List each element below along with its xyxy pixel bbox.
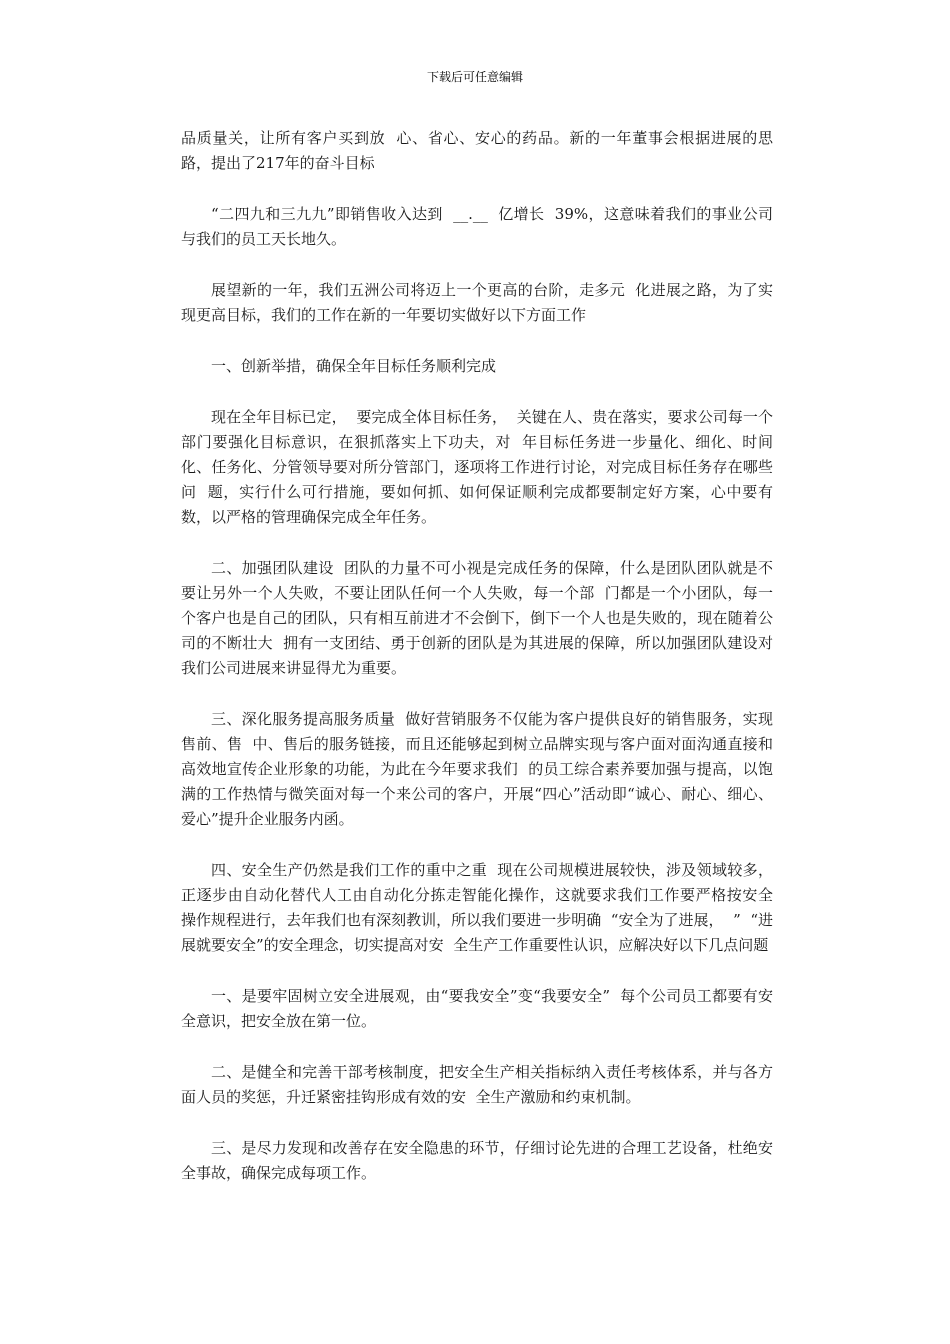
paragraph-service-quality: 三、深化服务提高服务质量 做好营销服务不仅能为客户提供良好的销售服务，实现售前、售 中、售后的服务链接，而且还能够起到树立品牌实现与客户面对面沟通直接和高效地宣传企业形象的功能，为此在今年要求我们 的员工综合素养要加强与提高，以饱满的工作热情与微笑面对每一个来公司的客户，开展“四心”活动即“诚心、耐心、细心、爱心”提升企业服务内函。 — [181, 710, 773, 828]
paragraph-safety-point-2: 二、是健全和完善干部考核制度，把安全生产相关指标纳入责任考核体系，并与各方面人员的奖惩，升迁紧密挂钩形成有效的安 全生产激励和约束机制。 — [181, 1063, 773, 1106]
paragraph-safety-production: 四、安全生产仍然是我们工作的重中之重 现在公司规模进展较快，涉及领域较多，正逐步由自动化替代人工由自动化分拣走智能化操作，这就要求我们工作要严格按安全 操作规程进行，去年我们也有深刻教训，所以我们要进一步明确 “安全为了进展， ” “进展就要安全”的安全理念，切实提高对安 全生产工作重要性认识，应解决好以下几点问题 — [181, 861, 783, 954]
paragraph-safety-point-3: 三、是尽力发现和改善存在安全隐患的环节，仔细讨论先进的合理工艺设备，杜绝安全事故，确保完成每项工作。 — [181, 1139, 773, 1182]
paragraph-goal-implementation: 现在全年目标已定， 要完成全体目标任务， 关键在人、贵在落实，要求公司每一个部门要强化目标意识，在狠抓落实上下功夫，对 年目标任务进一步量化、细化、时间化、任务化、分管领导要对所分管部门，逐项将工作进行讨论，对完成目标任务存在哪些问 题，实行什么可行措施，要如何抓、如何保证顺利完成都要制定好方案，心中要有数，以严格的管理确保完成全年任务。 — [181, 408, 773, 526]
paragraph-sales-target: “二四九和三九九”即销售收入达到 __.__ 亿增长 39%，这意味着我们的事业公司与我们的员工天长地久。 — [181, 205, 773, 248]
paragraph-safety-point-1: 一、是要牢固树立安全进展观，由“要我安全”变“我要安全” 每个公司员工都要有安全意识，把安全放在第一位。 — [181, 987, 773, 1030]
section-heading-innovation: 一、创新举措，确保全年目标任务顺利完成 — [211, 357, 497, 375]
page-header-watermark: 下载后可任意编辑 — [426, 70, 523, 84]
paragraph-outlook: 展望新的一年，我们五洲公司将迈上一个更高的台阶，走多元 化进展之路，为了实现更高目标，我们的工作在新的一年要切实做好以下方面工作 — [181, 281, 773, 324]
document-body — [181, 126, 783, 1212]
paragraph-team-building: 二、加强团队建设 团队的力量不可小视是完成任务的保障，什么是团队团队就是不要让另外一个人失败，不要让团队任何一个人失败，每一个部 门都是一个小团队，每一个客户也是自己的团队，只有相互前进才不会倒下，倒下一个人也是失败的，现在随着公司的不断壮大 拥有一支团结、勇于创新的团队是为其进展的保障，所以加强团队建设对我们公司进展来讲显得尤为重要。 — [181, 559, 773, 677]
paragraph-continuation: 品质量关，让所有客户买到放 心、省心、安心的药品。新的一年董事会根据进展的思路，提出了217年的奋斗目标 — [181, 129, 773, 172]
